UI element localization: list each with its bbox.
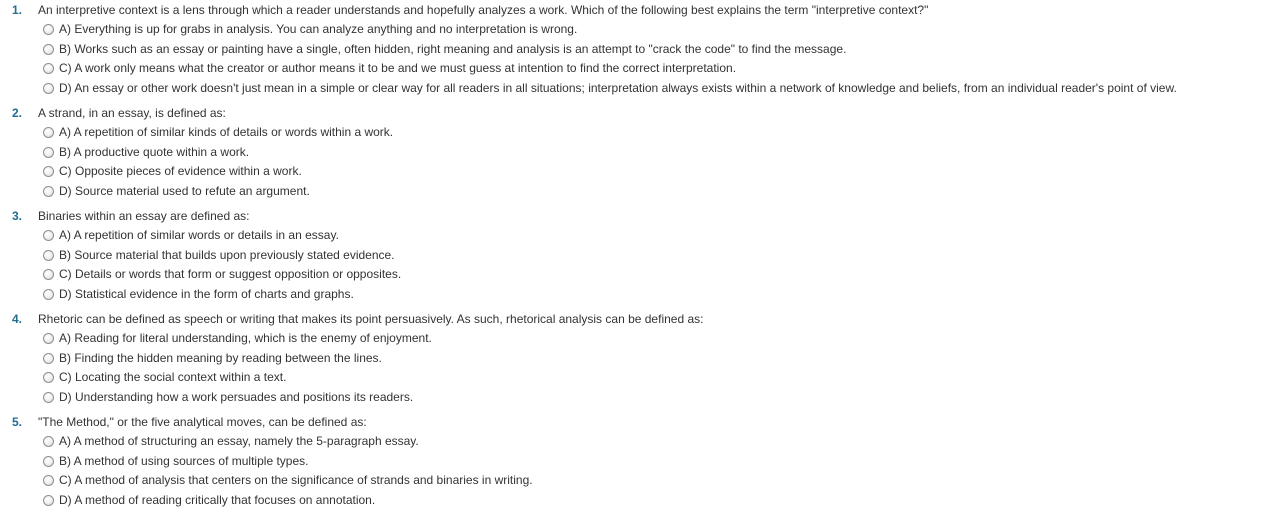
question-number: 2. [12, 106, 23, 120]
answer-label[interactable]: B) Finding the hidden meaning by reading between the lines. [59, 350, 382, 365]
question-5 [0, 412, 1275, 510]
answer-choices [0, 123, 1275, 201]
question-number: 4. [12, 312, 23, 326]
radio-button-icon[interactable] [43, 127, 54, 138]
answer-choice-c[interactable] [0, 59, 1275, 79]
radio-button-icon[interactable] [43, 372, 54, 383]
answer-choice-b[interactable] [0, 246, 1275, 266]
answer-choice-c[interactable] [0, 162, 1275, 182]
radio-button-icon[interactable] [43, 333, 54, 344]
answer-choices [0, 432, 1275, 510]
answer-choices [0, 226, 1275, 304]
answer-label[interactable]: B) Source material that builds upon previously stated evidence. [59, 247, 395, 262]
answer-label[interactable]: A) Reading for literal understanding, which is the enemy of enjoyment. [59, 331, 432, 345]
question-number: 5. [12, 415, 23, 429]
answer-label[interactable]: D) Understanding how a work persuades and positions its readers. [59, 389, 414, 404]
radio-button-icon[interactable] [43, 166, 54, 177]
answer-label[interactable]: B) A method of using sources of multiple types. [59, 453, 309, 468]
radio-button-icon[interactable] [43, 44, 54, 55]
radio-button-icon[interactable] [43, 269, 54, 280]
question-text: "The Method," or the five analytical moves, can be defined as: [38, 415, 367, 429]
answer-choice-b[interactable] [0, 143, 1275, 163]
answer-choice-c[interactable] [0, 471, 1275, 491]
radio-button-icon[interactable] [43, 289, 54, 300]
answer-choice-d[interactable] [0, 79, 1275, 99]
answer-choices [0, 329, 1275, 407]
question-number: 3. [12, 209, 23, 223]
radio-button-icon[interactable] [43, 24, 54, 35]
radio-button-icon[interactable] [43, 495, 54, 506]
question-text: Binaries within an essay are defined as: [38, 209, 250, 223]
radio-button-icon[interactable] [43, 230, 54, 241]
radio-button-icon[interactable] [43, 63, 54, 74]
question-header [0, 309, 1275, 329]
radio-button-icon[interactable] [43, 250, 54, 261]
answer-choice-a[interactable] [0, 329, 1275, 349]
radio-button-icon[interactable] [43, 456, 54, 467]
radio-button-icon[interactable] [43, 475, 54, 486]
answer-choice-d[interactable] [0, 182, 1275, 202]
answer-choice-a[interactable] [0, 20, 1275, 40]
answer-label[interactable]: D) Statistical evidence in the form of charts and graphs. [59, 286, 354, 301]
question-text: An interpretive context is a lens through which a reader understands and hopefully analyzes a work. Which of the following best explains the term "interpretive context?" [38, 3, 929, 17]
answer-label[interactable]: C) Locating the social context within a text. [59, 370, 287, 384]
answer-label[interactable]: B) A productive quote within a work. [59, 144, 250, 159]
answer-choice-a[interactable] [0, 432, 1275, 452]
radio-button-icon[interactable] [43, 186, 54, 197]
answer-choice-d[interactable] [0, 491, 1275, 511]
question-header [0, 412, 1275, 432]
question-4 [0, 309, 1275, 407]
question-1 [0, 0, 1275, 98]
answer-choice-b[interactable] [0, 40, 1275, 60]
answer-label[interactable]: D) An essay or other work doesn't just mean in a simple or clear way for all readers in all situations; interpretation always exists within a network of knowledge and beliefs, from an individual reader's point of view. [59, 80, 1177, 95]
radio-button-icon[interactable] [43, 436, 54, 447]
answer-choice-c[interactable] [0, 368, 1275, 388]
answer-label[interactable]: D) Source material used to refute an argument. [59, 183, 310, 198]
question-3 [0, 206, 1275, 304]
answer-choice-d[interactable] [0, 285, 1275, 305]
answer-label[interactable]: C) Details or words that form or suggest opposition or opposites. [59, 267, 402, 281]
answer-choice-d[interactable] [0, 388, 1275, 408]
question-text: Rhetoric can be defined as speech or writing that makes its point persuasively. As such, rhetorical analysis can be defined as: [38, 312, 704, 326]
answer-label[interactable]: B) Works such as an essay or painting have a single, often hidden, right meaning and analysis is an attempt to "crack the code" to find the message. [59, 41, 847, 56]
answer-choice-a[interactable] [0, 123, 1275, 143]
answer-label[interactable]: A) A method of structuring an essay, namely the 5-paragraph essay. [59, 434, 419, 448]
answer-choice-a[interactable] [0, 226, 1275, 246]
question-number: 1. [12, 3, 23, 17]
answer-label[interactable]: A) A repetition of similar words or details in an essay. [59, 228, 339, 242]
question-2 [0, 103, 1275, 201]
answer-choice-b[interactable] [0, 452, 1275, 472]
radio-button-icon[interactable] [43, 392, 54, 403]
radio-button-icon[interactable] [43, 353, 54, 364]
radio-button-icon[interactable] [43, 83, 54, 94]
radio-button-icon[interactable] [43, 147, 54, 158]
question-header [0, 0, 1275, 20]
answer-label[interactable]: C) Opposite pieces of evidence within a work. [59, 164, 302, 178]
answer-label[interactable]: C) A work only means what the creator or author means it to be and we must guess at intention to find the correct interpretation. [59, 61, 737, 75]
answer-label[interactable]: D) A method of reading critically that focuses on annotation. [59, 492, 376, 507]
answer-choice-c[interactable] [0, 265, 1275, 285]
question-header [0, 103, 1275, 123]
question-text: A strand, in an essay, is defined as: [38, 106, 226, 120]
question-header [0, 206, 1275, 226]
answer-label[interactable]: C) A method of analysis that centers on the significance of strands and binaries in writing. [59, 473, 533, 487]
answer-label[interactable]: A) Everything is up for grabs in analysis. You can analyze anything and no interpretation is wrong. [59, 22, 578, 36]
answer-choice-b[interactable] [0, 349, 1275, 369]
answer-label[interactable]: A) A repetition of similar kinds of details or words within a work. [59, 125, 394, 139]
answer-choices [0, 20, 1275, 98]
